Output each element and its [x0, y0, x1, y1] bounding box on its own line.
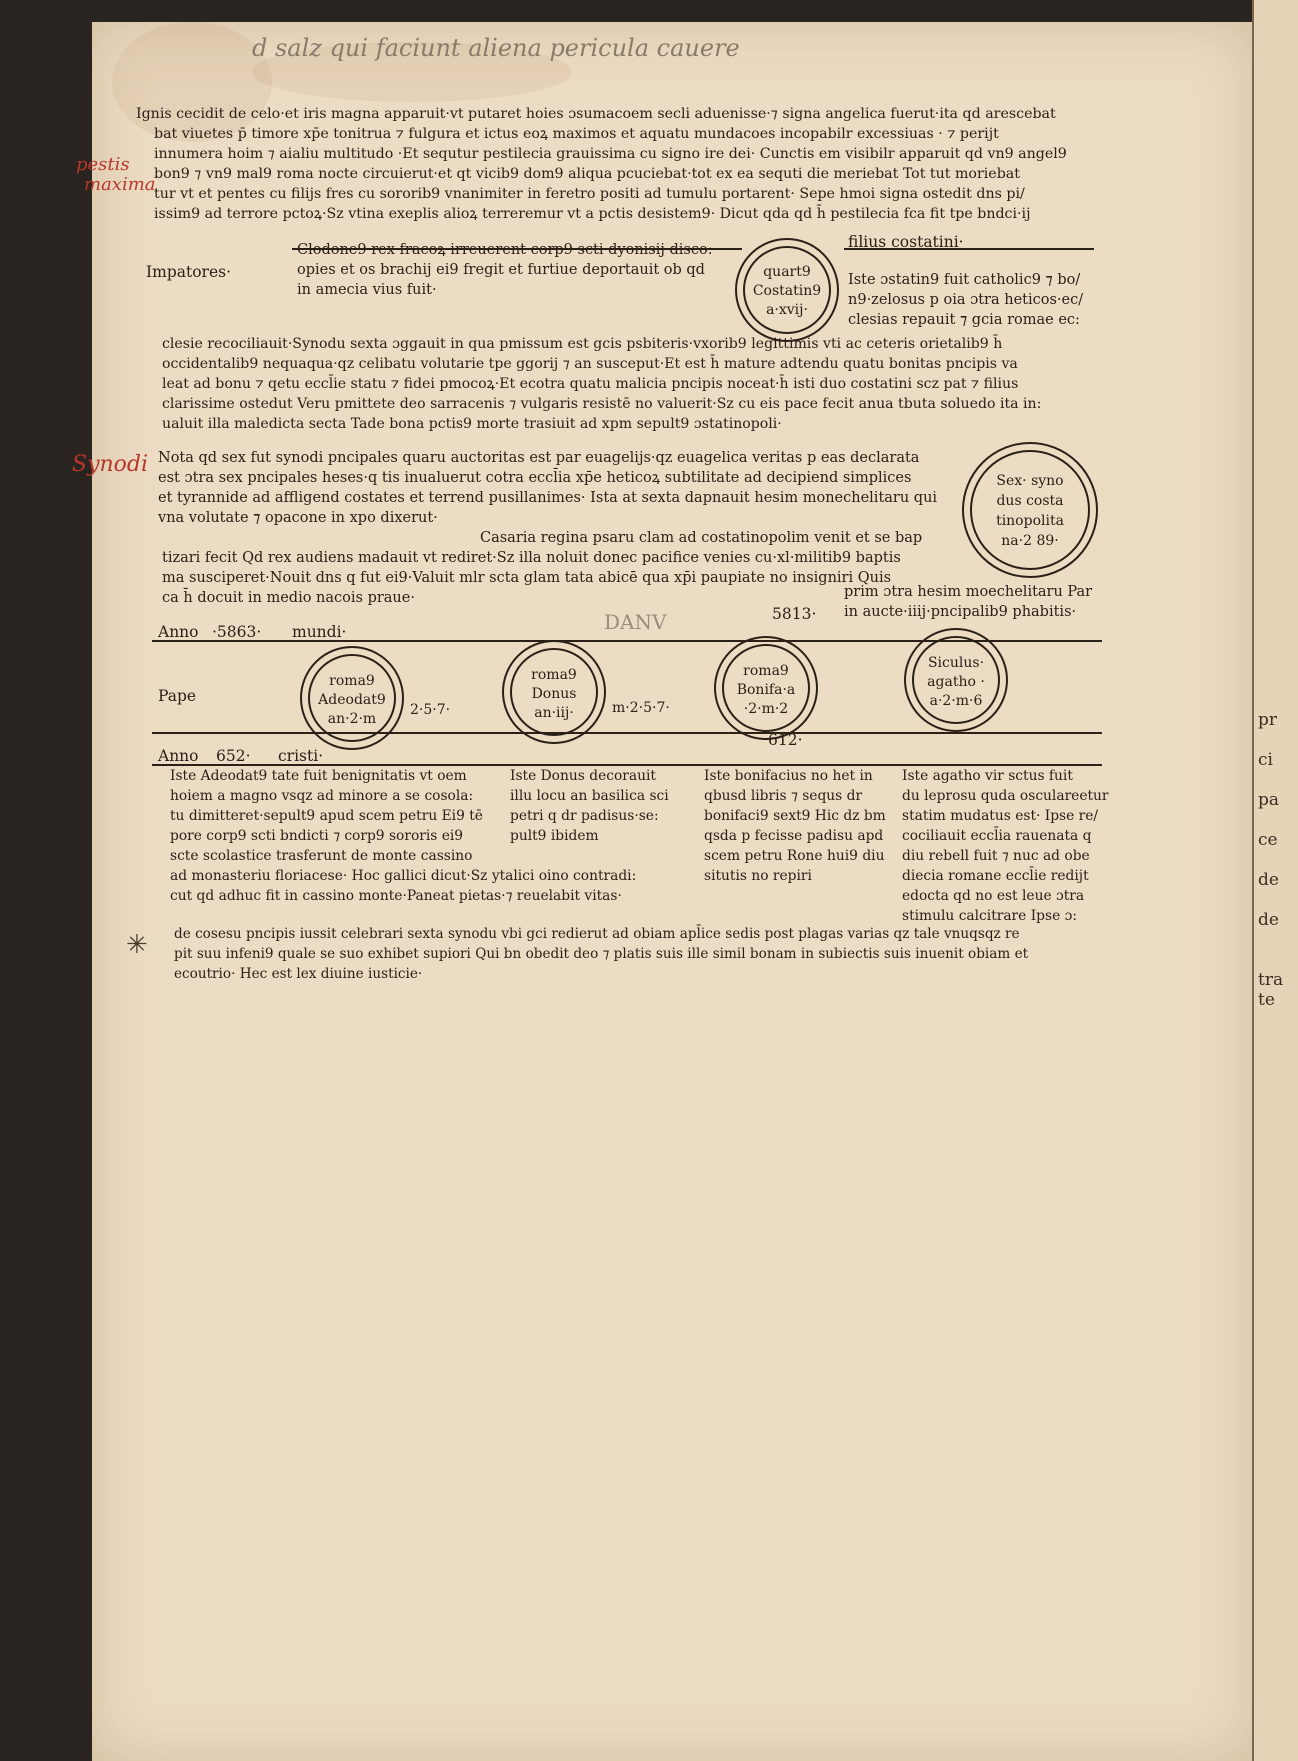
margin-note-maxima: maxima — [84, 174, 156, 195]
anno-label: Anno — [158, 747, 199, 765]
margin-note-pestis: pestis — [76, 154, 130, 175]
edge-fragment: ce — [1258, 830, 1278, 850]
text-line: Iste Donus decorauit — [510, 768, 656, 784]
faint-stamp: DANV — [604, 610, 667, 634]
text-line: in amecia vius fuit· — [297, 282, 437, 298]
text-line: Iste bonifacius no het in — [704, 768, 873, 784]
text-line: clesias repauit ⁊ gcia romae ec: — [848, 312, 1080, 328]
edge-fragment: te — [1258, 990, 1275, 1010]
medallion-text: agatho · — [927, 674, 985, 690]
text-line: opies et os brachij ei9 fregit et furtiue deportauit ob qd — [297, 262, 705, 278]
imperatores-heading: Impatores· — [146, 263, 232, 281]
medallion-text: roma9 — [531, 667, 577, 683]
text-line: bat viuetes p̄ timore xp̄e tonitrua ⁊ fulgura et ictus eoꝝ maximos et aquatu mundacoes incopabilr excessiuas · ⁊ perijt — [154, 126, 999, 142]
medallion-text: an·2·m — [327, 711, 377, 727]
edge-fragment: pr — [1258, 710, 1278, 730]
text-line: ma susciperet·Nouit dns q fut ei9·Valuit mlr scta glam tata abicē qua xp̄i paupiate no insigniri Quis — [162, 570, 892, 586]
pope-medallion — [300, 646, 404, 750]
text-line: Iste Adeodat9 tate fuit benignitatis vt oem — [170, 768, 467, 784]
medallion-text: roma9 — [329, 673, 375, 689]
medallion-text: ·2·m·2 — [743, 701, 789, 717]
text-line: n9·zelosus p oia ɔtra heticos·ec/ — [848, 292, 1084, 308]
text-line: pult9 ibidem — [510, 828, 599, 844]
pope-medallion — [714, 636, 818, 740]
text-line: hoiem a magno vsqz ad minore a se cosola: — [170, 788, 474, 804]
text-line: Casaria regina psaru clam ad costatinopolim venit et se bap — [480, 530, 923, 546]
handwritten-header: d salz qui faciunt aliena pericula cauere — [252, 34, 740, 62]
medallion-text: Siculus· — [927, 655, 985, 671]
text-line: bon9 ⁊ vn9 mal9 roma nocte circuierut·et qt vicib9 dom9 aliqua pcuciebat·tot ex ea sequti die meriebat Tot tut moriebat — [154, 166, 1020, 182]
manicule-icon: ✳ — [126, 930, 148, 960]
text-line: innumera hoim ⁊ aialiu multitudo ·Et sequtur pestilecia grauissima cu signo ire dei· Cunctis em visibilr apparuit qd vn9 angel9 — [154, 146, 1067, 162]
pope-reign: m·2·5·7· — [612, 700, 670, 716]
emperor-medallion — [735, 238, 839, 342]
text-line: est ɔtra sex pncipales heses·q tis inualuerut cotra eccl̄ia xp̄e heticoꝝ subtilitate ad decipiend simplices — [158, 470, 912, 486]
facing-page-edge — [1252, 0, 1298, 1761]
text-line: Clodone9 rex fracoꝝ irreuerent corp9 scti dyonisij disco: — [297, 242, 713, 258]
text-line: qbusd libris ⁊ sequs dr — [704, 788, 863, 804]
pope-medallion — [502, 640, 606, 744]
cristi-label: cristi· — [278, 747, 324, 765]
text-line: situtis no repiri — [704, 868, 812, 884]
text-line: edocta qd no est leue ɔtra — [902, 888, 1085, 904]
text-line: pore corp9 scti bndicti ⁊ corp9 sororis ei9 — [170, 828, 464, 844]
text-line: diecia romane eccl̄ie redijt — [902, 868, 1089, 884]
text-line: Iste agatho vir sctus fuit — [902, 768, 1073, 784]
text-line: petri q dr padisus·se: — [510, 808, 659, 824]
text-line: ad monasteriu floriacese· Hoc gallici dicut·Sz ytalici oino contradi: — [170, 868, 637, 884]
text-line: occidentalib9 nequaqua·qz celibatu volutarie tpe ggorij ⁊ an susceput·Et est h̄ mature adtendu quatu bonitas pncipis va — [162, 356, 1018, 372]
text-line: bonifaci9 sext9 Hic dz bm — [704, 808, 886, 824]
anno-right: 5813· — [772, 605, 817, 623]
text-line: Iste ɔstatin9 fuit catholic9 ⁊ bo/ — [848, 272, 1081, 288]
text-line: vna volutate ⁊ opacone in xpo dixerut· — [158, 510, 438, 526]
text-line: ca h̄ docuit in medio nacois praue· — [162, 590, 415, 606]
synod-medallion — [962, 442, 1098, 578]
medallion-text: Bonifa·a — [736, 682, 796, 698]
manuscript-page — [72, 22, 1252, 1761]
margin-note-synodi: Synodi — [72, 452, 149, 477]
medallion-text: a·2·m·6 — [929, 693, 983, 709]
medallion-text: a·xvij· — [766, 302, 808, 318]
pape-heading: Pape — [158, 687, 197, 705]
text-line: Ignis cecidit de celo·et iris magna apparuit·vt putaret hoies ɔsumacoem secli aduenisse·⁊ signa angelica fuerut·ita qd arescebat — [136, 106, 1056, 122]
text-line: issim9 ad terrore pctoꝝ·Sz vtina exeplis alioꝝ terreremur vt a pctis desistem9· Dicut qda qd h̄ pestilecia fca fit tpe bndci·ij — [154, 206, 1031, 222]
medallion-text: Sex· syno — [996, 473, 1064, 489]
text-line: clesie recociliauit·Synodu sexta ɔggauit in qua pmissum est gcis psbiteris·vxorib9 legittimis vti ac ceteris orietalib9 h̄ — [162, 336, 1003, 352]
text-line: in aucte·iiij·pncipalib9 phabitis· — [844, 604, 1077, 620]
anno-right: 612· — [768, 731, 803, 749]
anno-label: Anno — [158, 623, 199, 641]
medallion-text: Donus — [531, 686, 577, 702]
medallion-text: quart9 — [763, 264, 811, 280]
text-line: cociliauit eccl̄ia rauenata q — [902, 828, 1092, 844]
text-line: prim ɔtra hesim moechelitaru Par — [844, 584, 1093, 600]
mundi-label: mundi· — [292, 623, 347, 641]
edge-fragment: ci — [1258, 750, 1273, 770]
filius-label: filius costatini· — [848, 233, 964, 251]
medallion-text: tinopolita — [996, 513, 1064, 529]
medallion-text: na·2 89· — [1001, 533, 1059, 549]
text-line: et tyrannide ad affligend costates et terrend pusillanimes· Ista at sexta dapnauit hesim monechelitaru qui — [158, 490, 938, 506]
text-line: clarissime ostedut Veru pmittete deo sarracenis ⁊ vulgaris resistē no valuerit·Sz cu eis pace fecit anua tbuta soluedo ita in: — [162, 396, 1042, 412]
text-line: ecoutrio· Hec est lex diuine iusticie· — [174, 966, 423, 982]
pope-medallion — [904, 628, 1008, 732]
pope-reign: 2·5·7· — [410, 702, 451, 718]
text-line: qsda p fecisse padisu apd — [704, 828, 884, 844]
text-line: stimulu calcitrare Ipse ɔ: — [902, 908, 1077, 924]
text-line: tizari fecit Qd rex audiens madauit vt rediret·Sz illa noluit donec pacifice venies cu·xl·militib9 baptis — [162, 550, 901, 566]
edge-fragment: de — [1258, 870, 1279, 890]
text-line: scem petru Rone hui9 diu — [704, 848, 885, 864]
edge-fragment: pa — [1258, 790, 1280, 810]
text-line: leat ad bonu ⁊ qetu eccl̄ie statu ⁊ fidei pmocoꝝ·Et ecotra quatu malicia pncipis noceat·h̄ isti duo costatini scz pat ⁊ filius — [162, 376, 1019, 392]
text-line: Nota qd sex fut synodi pncipales quaru auctoritas est par euagelijs·qz euagelica veritas p eas declarata — [158, 450, 920, 466]
anno-value: ·5863· — [212, 623, 262, 641]
text-line: scte scolastice trasferunt de monte cassino — [170, 848, 473, 864]
medallion-text: an·iij· — [534, 705, 574, 721]
text-line: pit suu infeni9 quale se suo exhibet supiori Qui bn obedit deo ⁊ platis suis ille simil bonam in subiectis suis inuenit obiam et — [174, 946, 1029, 962]
text-line: statim mudatus est· Ipse re/ — [902, 808, 1099, 824]
text-line: illu locu an basilica sci — [510, 788, 669, 804]
text-line: tu dimitteret·sepult9 apud scem petru Ei9 tē — [170, 808, 483, 824]
edge-fragment: de — [1258, 910, 1279, 930]
edge-fragment: tra — [1258, 970, 1284, 990]
medallion-text: Costatin9 — [752, 283, 822, 299]
medallion-text: roma9 — [743, 663, 789, 679]
text-line: diu rebell fuit ⁊ nuc ad obe — [902, 848, 1090, 864]
text-line: tur vt et pentes cu filijs fres cu sororib9 vnanimiter in feretro positi ad tumulu portarent· Sepe hmoi signa ostedit dns pi/ — [154, 186, 1025, 202]
anno-value: 652· — [216, 747, 251, 765]
rule — [152, 732, 1102, 734]
medallion-text: Adeodat9 — [318, 692, 386, 708]
medallion-text: dus costa — [996, 493, 1064, 509]
text-line: du leprosu quda osculareetur — [902, 788, 1109, 804]
text-line: ualuit illa maledicta secta Tade bona pctis9 morte trasiuit ad xpm sepult9 ɔstatinopoli· — [162, 416, 782, 432]
text-line: de cosesu pncipis iussit celebrari sexta synodu vbi gci redierut ad obiam apl̄ice sedis post plagas varias qz tale vnuqsqz re — [174, 926, 1020, 942]
text-line: cut qd adhuc fit in cassino monte·Paneat pietas·⁊ reuelabit vitas· — [170, 888, 622, 904]
